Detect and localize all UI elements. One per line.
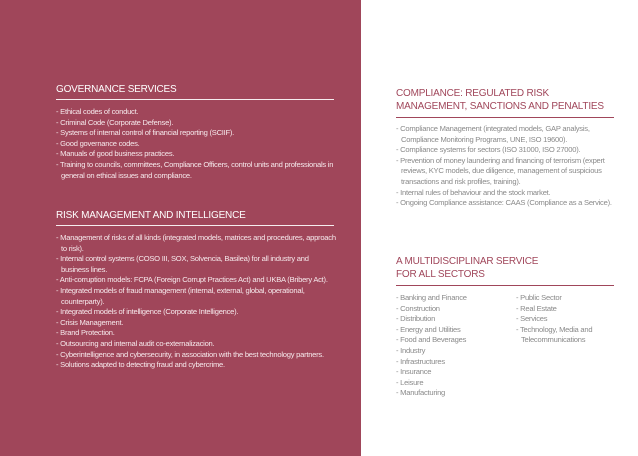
sector-item: - Services — [516, 314, 614, 325]
governance-list — [56, 107, 336, 181]
risk-title: RISK MANAGEMENT AND INTELLIGENCE — [56, 210, 246, 221]
compliance-title-line1: COMPLIANCE: REGULATED RISK — [396, 88, 549, 99]
governance-item: - Ethical codes of conduct. — [56, 107, 336, 118]
risk-item: - Anti-corruption models: FCPA (Foreign Corrupt Practices Act) and UKBA (Bribery Act). — [56, 275, 336, 286]
risk-item: - Integrated models of fraud management (internal, external, global, operational, counterparty). — [56, 286, 336, 307]
risk-list — [56, 233, 336, 371]
governance-item: - Good governance codes. — [56, 139, 336, 150]
sectors-divider — [396, 285, 614, 286]
sector-item: - Insurance — [396, 367, 511, 378]
sector-item: - Manufacturing — [396, 388, 511, 399]
compliance-item: - Internal rules of behaviour and the stock market. — [396, 188, 614, 199]
risk-item: - Brand Protection. — [56, 328, 336, 339]
sectors-title-line1: A MULTIDISCIPLINAR SERVICE — [396, 256, 539, 267]
sector-item: - Real Estate — [516, 304, 614, 315]
compliance-item: - Compliance systems for sectors (ISO 31000, ISO 27000). — [396, 145, 614, 156]
sectors-list-col2 — [516, 293, 614, 346]
sector-item: - Energy and Utilities — [396, 325, 511, 336]
sector-item: - Leisure — [396, 378, 511, 389]
risk-item: - Outsourcing and internal audit co-externalizacion. — [56, 339, 336, 350]
risk-item: - Management of risks of all kinds (integrated models, matrices and procedures, approach to risk). — [56, 233, 336, 254]
sector-item: - Technology, Media and Telecommunications — [516, 325, 614, 346]
compliance-item: - Prevention of money laundering and financing of terrorism (expert reviews, KYC models, due diligence, management of suspicious transactions and risk profiles, training). — [396, 156, 614, 188]
right-panel — [361, 0, 638, 456]
risk-item: - Integrated models of intelligence (Corporate Intelligence). — [56, 307, 336, 318]
risk-item: - Solutions adapted to detecting fraud and cybercrime. — [56, 360, 336, 371]
governance-divider — [56, 99, 334, 100]
sector-item: - Banking and Finance — [396, 293, 511, 304]
sector-item: - Public Sector — [516, 293, 614, 304]
sector-item: - Distribution — [396, 314, 511, 325]
compliance-title-line2: MANAGEMENT, SANCTIONS AND PENALTIES — [396, 101, 604, 112]
governance-title: GOVERNANCE SERVICES — [56, 84, 177, 95]
risk-item: - Crisis Management. — [56, 318, 336, 329]
risk-item: - Internal control systems (COSO III, SOX, Solvencia, Basilea) for all industry and business lines. — [56, 254, 336, 275]
compliance-list — [396, 124, 614, 209]
compliance-item: - Ongoing Compliance assistance: CAAS (Compliance as a Service). — [396, 198, 614, 209]
sector-item: - Industry — [396, 346, 511, 357]
compliance-item: - Compliance Management (integrated models, GAP analysis, Compliance Monitoring Programs, UNE, ISO 19600). — [396, 124, 614, 145]
governance-item: - Systems of internal control of financial reporting (SCIIF). — [56, 128, 336, 139]
governance-item: - Training to councils, committees, Compliance Officers, control units and professionals in general on ethical issues and compliance. — [56, 160, 336, 181]
governance-item: - Criminal Code (Corporate Defense). — [56, 118, 336, 129]
sectors-list-col1 — [396, 293, 511, 399]
sector-item: - Construction — [396, 304, 511, 315]
compliance-divider — [396, 117, 614, 118]
governance-item: - Manuals of good business practices. — [56, 149, 336, 160]
sector-item: - Infrastructures — [396, 357, 511, 368]
sector-item: - Food and Beverages — [396, 335, 511, 346]
risk-divider — [56, 225, 334, 226]
sectors-title-line2: FOR ALL SECTORS — [396, 269, 485, 280]
risk-item: - Cyberintelligence and cybersecurity, in association with the best technology partners. — [56, 350, 336, 361]
